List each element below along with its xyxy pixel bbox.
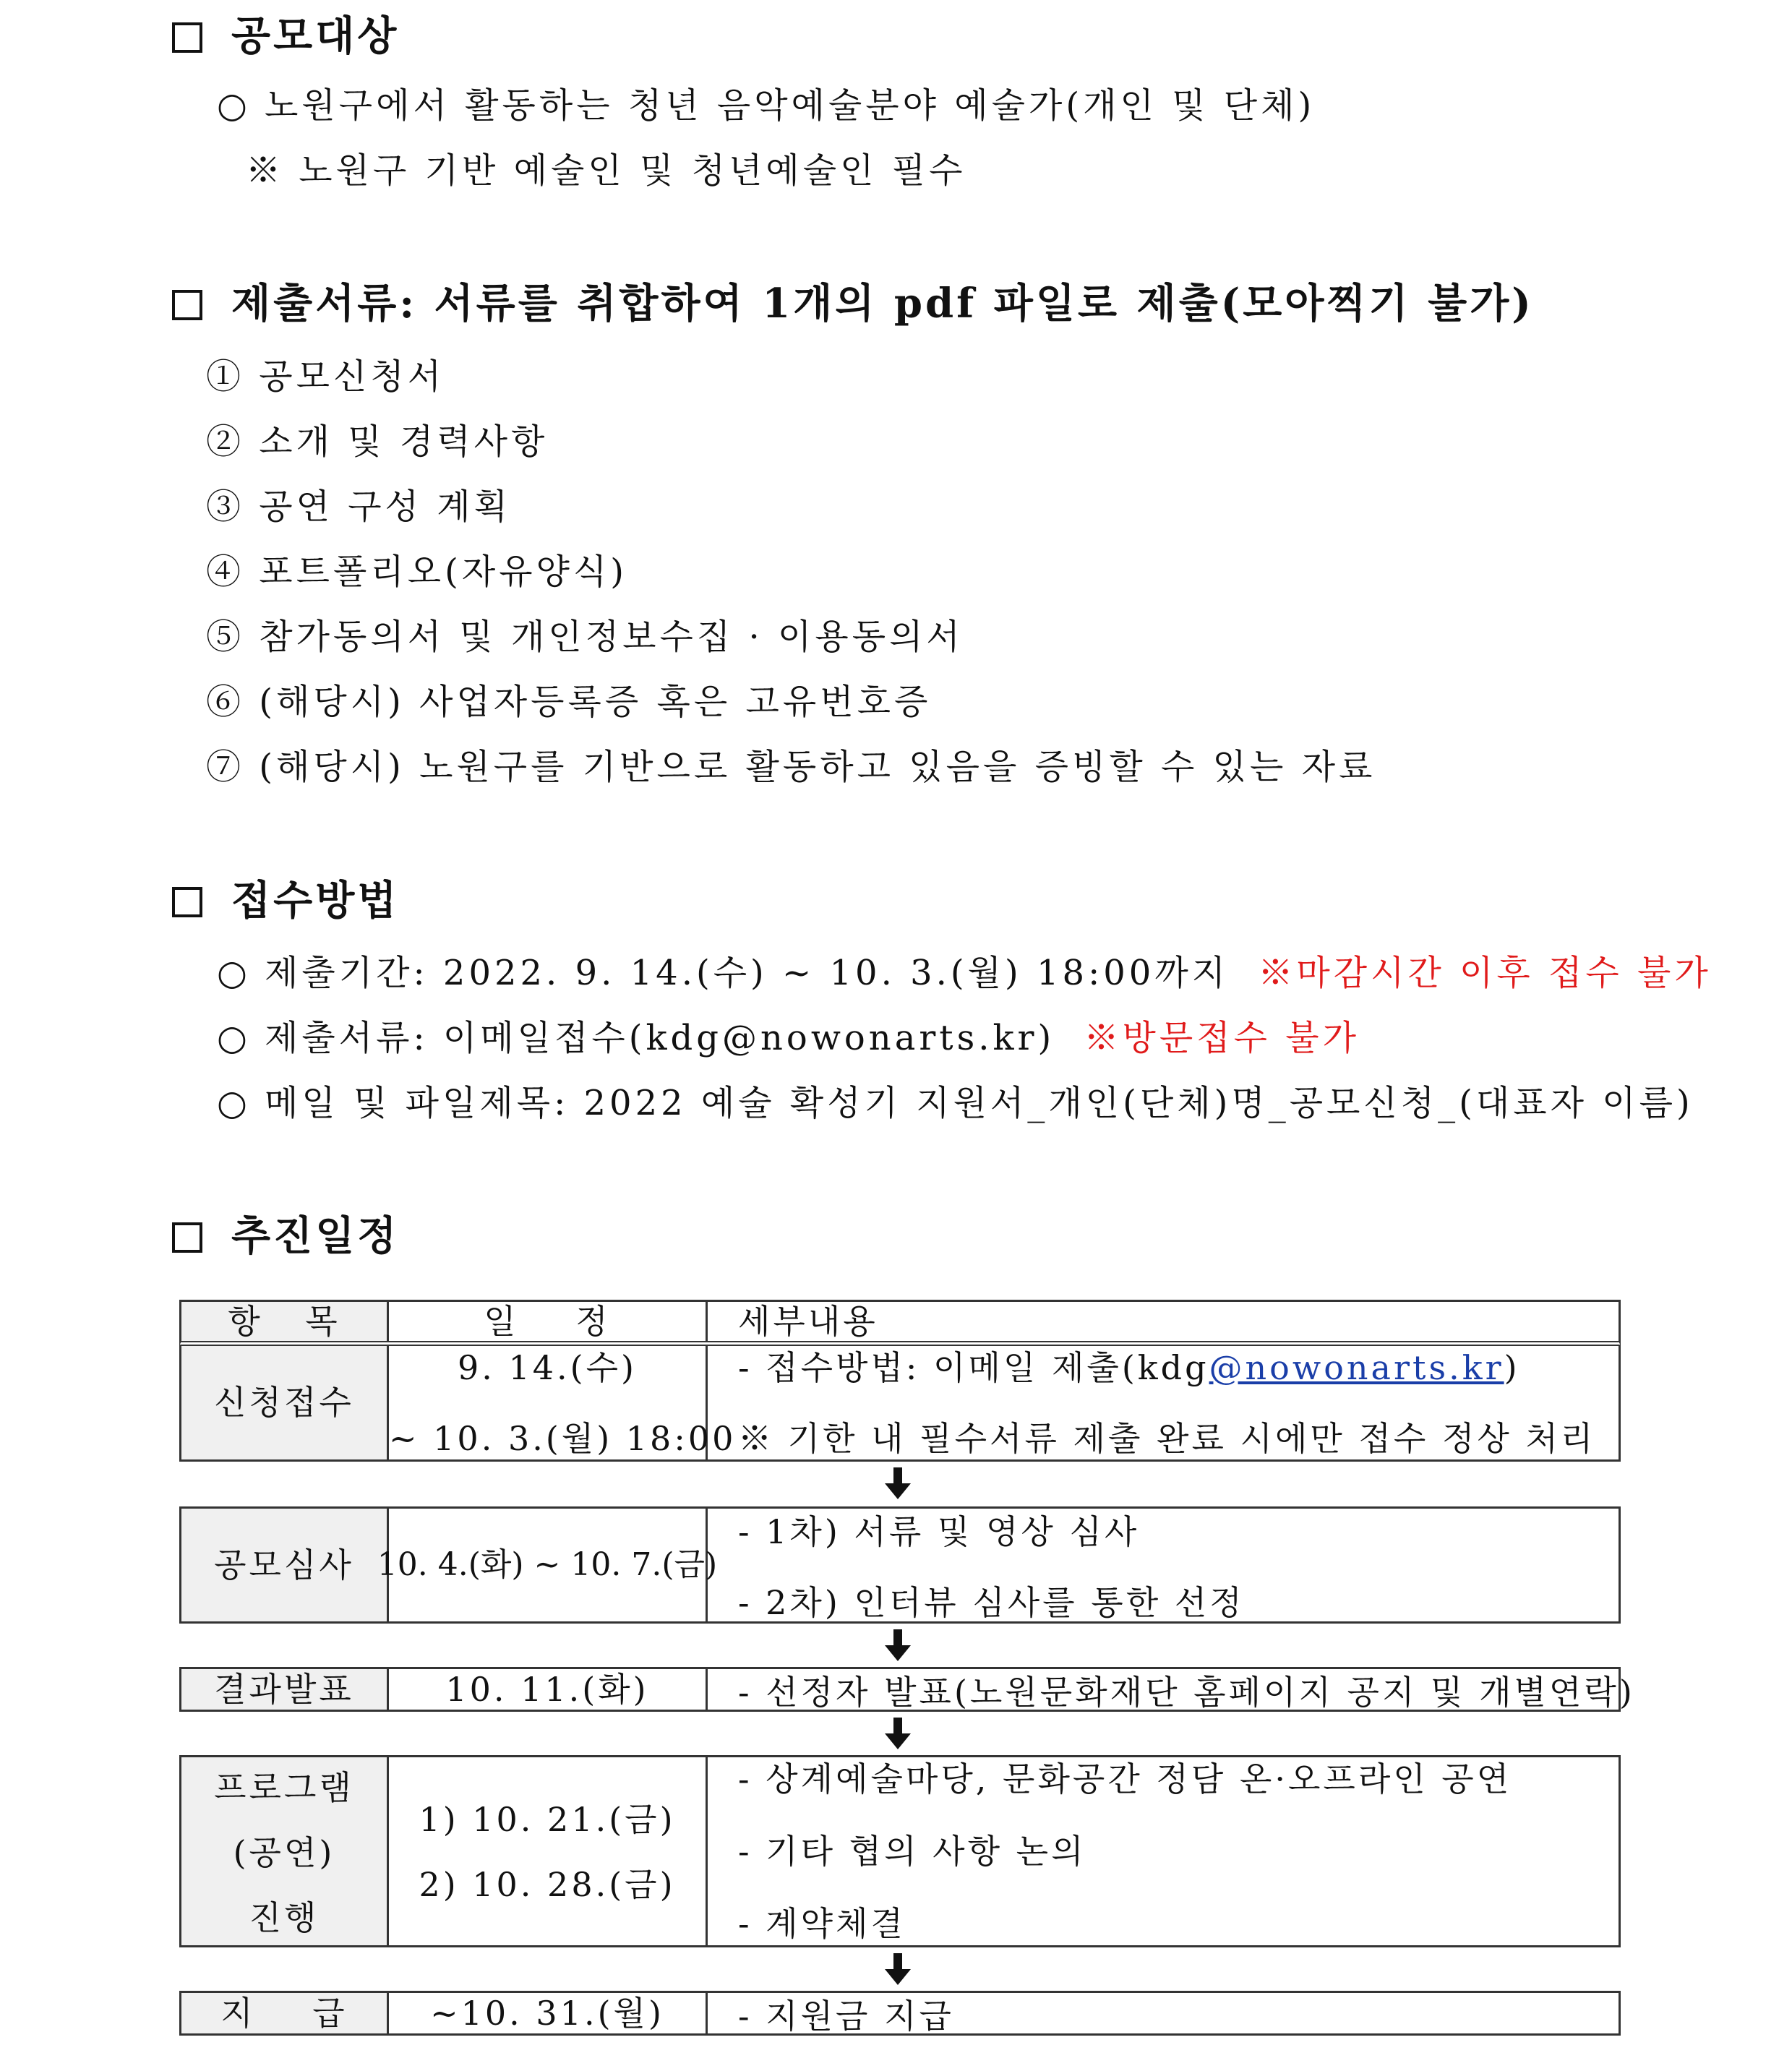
row-date: ~10. 31.(월) bbox=[389, 1993, 708, 2033]
row-date: 9. 14.(수) ~ 10. 3.(월) 18:00 bbox=[389, 1346, 708, 1459]
section-heading-submission-method bbox=[172, 877, 400, 925]
document-item: ⑦ (해당시) 노원구를 기반으로 활동하고 있음을 증빙할 수 있는 자료 bbox=[206, 747, 1376, 787]
row-item: 공모심사 bbox=[181, 1509, 389, 1621]
row-detail: - 1차) 서류 및 영상 심사 - 2차) 인터뷰 심사를 통한 선정 bbox=[738, 1512, 1245, 1622]
checkbox-square-icon bbox=[172, 290, 202, 320]
period-text: 제출기간: 2022. 9. 14.(수) ~ 10. 3.(월) 18:00까지 bbox=[265, 953, 1230, 993]
submission-docs bbox=[217, 1018, 1360, 1058]
document-item: ② 소개 및 경력사항 bbox=[206, 421, 549, 462]
section-title: 추진일정 bbox=[231, 1212, 400, 1260]
section-title: 공모대상 bbox=[231, 12, 400, 60]
down-arrow-icon bbox=[883, 1718, 912, 1749]
row-detail: - 상계예술마당, 문화공간 정담 온·오프라인 공연 - 기타 협의 사항 논의 - 계약체결 bbox=[738, 1759, 1512, 1943]
mail-text: 메일 및 파일제목: 2022 예술 확성기 지원서_개인(단체)명_공모신청_(대표자 이름) bbox=[265, 1083, 1694, 1123]
schedule-row-payment bbox=[179, 1991, 1621, 2036]
section-heading-documents bbox=[172, 280, 1534, 327]
bullet-circle: ○ bbox=[217, 85, 251, 126]
section-heading-schedule bbox=[172, 1212, 400, 1260]
document-item: ① 공모신청서 bbox=[206, 356, 445, 397]
section-title: 접수방법 bbox=[231, 877, 400, 925]
document-item: ④ 포트폴리오(자유양식) bbox=[206, 552, 628, 592]
row-item: 신청접수 bbox=[181, 1346, 389, 1459]
docs-text: 제출서류: 이메일접수(kdg@nowonarts.kr) bbox=[265, 1018, 1055, 1058]
row-date: 1) 10. 21.(금) 2) 10. 28.(금) bbox=[389, 1757, 708, 1945]
document-item: ⑤ 참가동의서 및 개인정보수집 · 이용동의서 bbox=[206, 617, 964, 657]
bullet-circle: ○ bbox=[217, 1018, 251, 1058]
schedule-row-review bbox=[179, 1506, 1621, 1624]
schedule-row-program bbox=[179, 1755, 1621, 1947]
checkbox-square-icon bbox=[172, 887, 202, 917]
checkbox-square-icon bbox=[172, 22, 202, 53]
row-item: 프로그램 (공연) 진행 bbox=[181, 1757, 389, 1945]
section-title: 제출서류: 서류를 취합하여 1개의 pdf 파일로 제출(모아찍기 불가) bbox=[231, 280, 1534, 327]
target-note: ※ 노원구 기반 예술인 및 청년예술인 필수 bbox=[246, 150, 966, 191]
section-heading-recruit-target bbox=[172, 12, 400, 60]
visit-warning: ※방문접수 불가 bbox=[1084, 1018, 1360, 1058]
checkbox-square-icon bbox=[172, 1222, 202, 1253]
email-link[interactable]: @nowonarts.kr bbox=[1209, 1348, 1504, 1387]
row-item: 결과발표 bbox=[181, 1669, 389, 1710]
document-item: ③ 공연 구성 계획 bbox=[206, 486, 511, 527]
document-item: ⑥ (해당시) 사업자등록증 혹은 고유번호증 bbox=[206, 682, 932, 722]
schedule-row-application bbox=[179, 1346, 1621, 1462]
down-arrow-icon bbox=[883, 1953, 912, 1985]
row-detail: - 지원금 지급 bbox=[738, 1997, 954, 2036]
deadline-warning: ※마감시간 이후 접수 불가 bbox=[1258, 953, 1712, 993]
header-detail: 세부내용 bbox=[738, 1301, 878, 1341]
schedule-table-header bbox=[179, 1300, 1621, 1346]
header-item: 항 목 bbox=[181, 1302, 389, 1341]
row-detail: - 접수방법: 이메일 제출(kdg@nowonarts.kr) ※ 기한 내 필수서류 제출 완료 시에만 접수 정상 처리 bbox=[738, 1348, 1596, 1458]
target-text: 노원구에서 활동하는 청년 음악예술분야 예술가(개인 및 단체) bbox=[265, 85, 1316, 126]
row-detail: - 선정자 발표(노원문화재단 홈페이지 공지 및 개별연락) bbox=[738, 1673, 1635, 1712]
target-item bbox=[217, 85, 1316, 126]
mail-title-rule bbox=[217, 1083, 1694, 1123]
bullet-circle: ○ bbox=[217, 1083, 251, 1123]
row-item: 지 급 bbox=[181, 1993, 389, 2033]
submission-period bbox=[217, 953, 1712, 993]
down-arrow-icon bbox=[883, 1629, 912, 1661]
header-date: 일 정 bbox=[389, 1302, 708, 1341]
down-arrow-icon bbox=[883, 1467, 912, 1499]
row-date: 10. 11.(화) bbox=[389, 1669, 708, 1710]
bullet-circle: ○ bbox=[217, 953, 251, 993]
row-date: 10. 4.(화) ~ 10. 7.(금) bbox=[389, 1509, 708, 1621]
schedule-row-announcement bbox=[179, 1667, 1635, 1712]
